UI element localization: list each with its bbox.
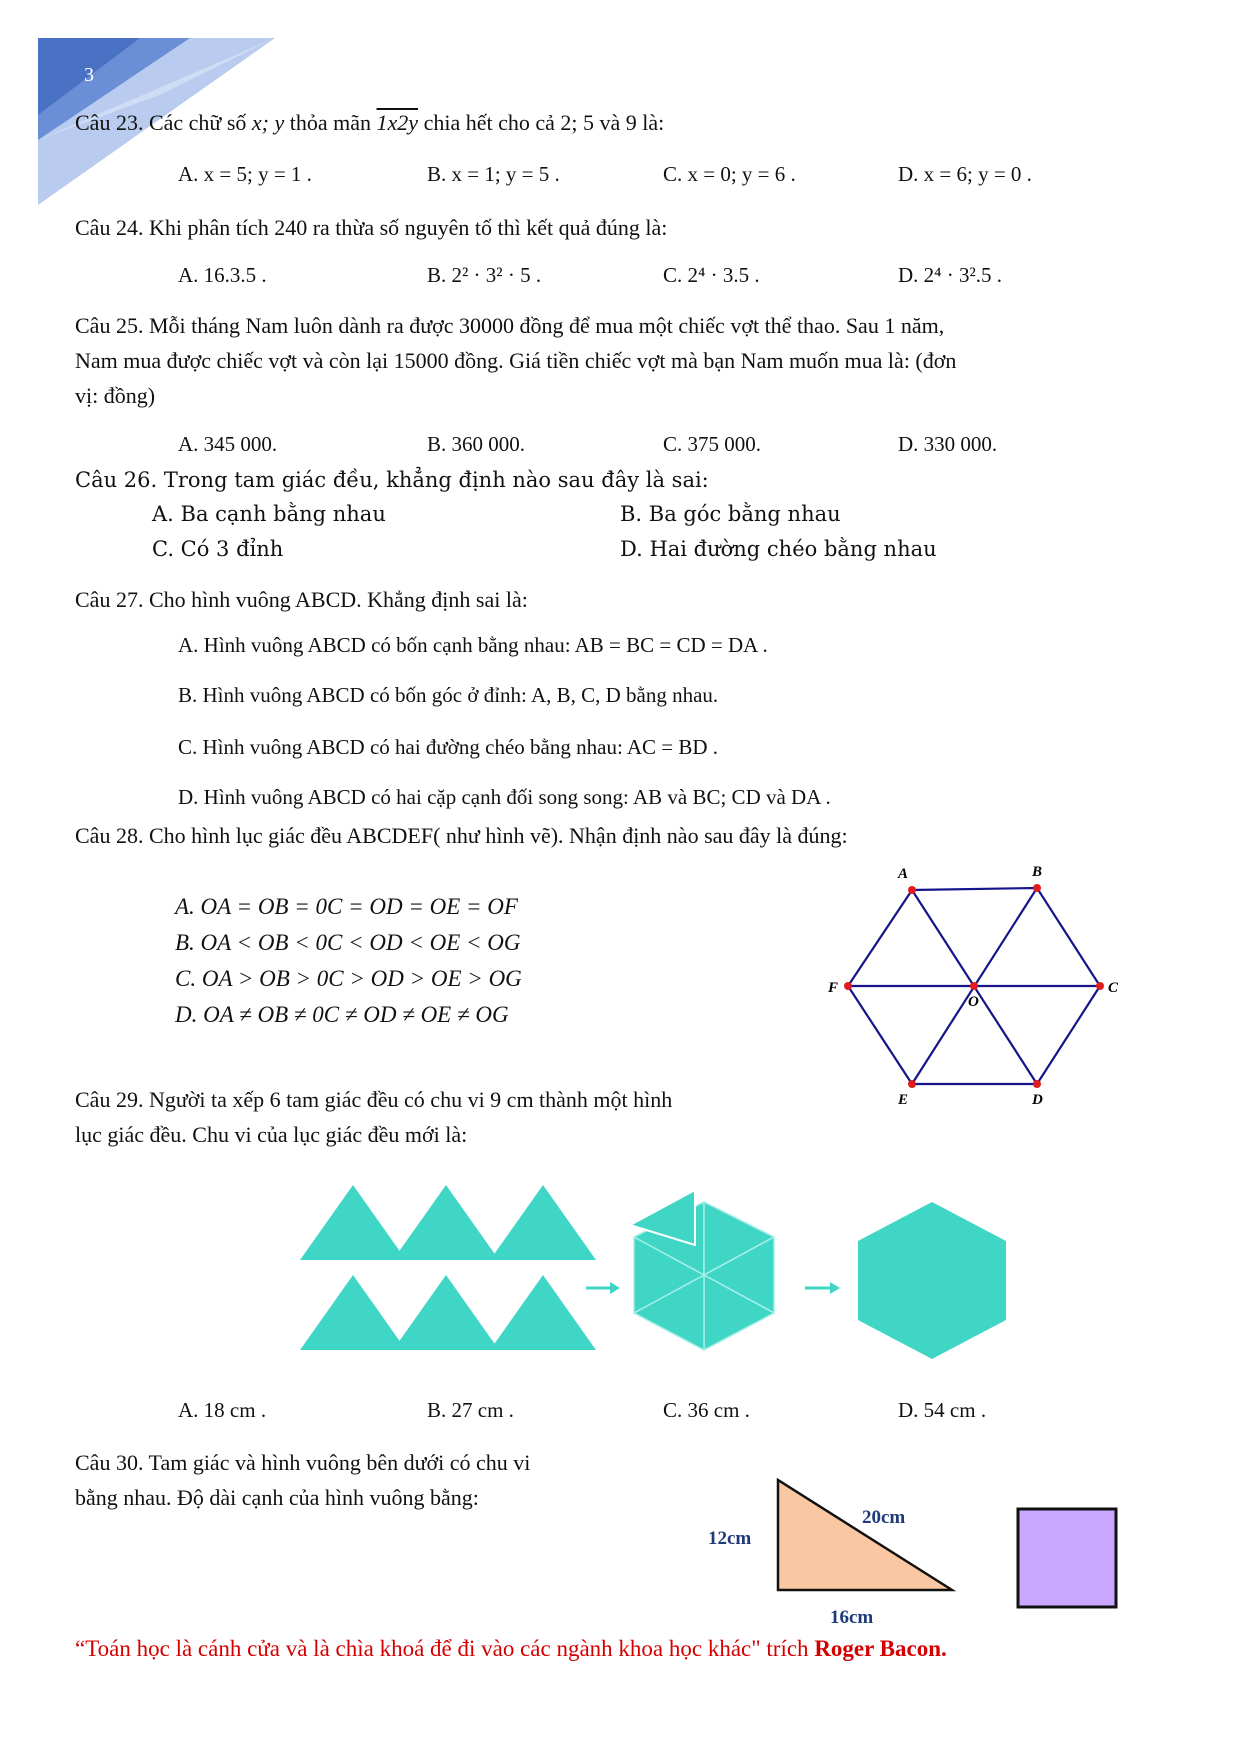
q29-option-a: A. 18 cm .: [178, 1398, 267, 1422]
q27-option-d: D. Hình vuông ABCD có hai cặp cạnh đối song song: AB và BC; CD và DA .: [178, 785, 831, 809]
point-f: [844, 982, 852, 990]
q25-option-d: D. 330 000.: [898, 432, 998, 456]
q29-option-d: D. 54 cm .: [898, 1398, 987, 1422]
q26-option-a: A. Ba cạnh bằng nhau: [152, 502, 386, 526]
label-e: E: [898, 1092, 909, 1108]
q27-stem: Câu 27. Cho hình vuông ABCD. Khẳng định sai là:: [75, 587, 528, 612]
q26-option-c: C. Có 3 đỉnh: [152, 537, 284, 561]
q26-stem: Câu 26. Trong tam giác đều, khẳng định nào sau đây là sai:: [75, 468, 709, 492]
label-f: F: [828, 980, 839, 996]
q30-line-1: Câu 30. Tam giác và hình vuông bên dưới có chu vi: [75, 1450, 531, 1475]
q28-stem: Câu 28. Cho hình lục giác đều ABCDEF( như hình vẽ). Nhận định nào sau đây là đúng:: [75, 823, 848, 848]
q29-option-b: B. 27 cm .: [427, 1398, 514, 1422]
label-b: B: [1032, 864, 1043, 880]
q23-option-c: C. x = 0; y = 6 .: [663, 162, 796, 186]
q24-option-b: B. 2² · 3² · 5 .: [427, 263, 542, 287]
q29-line-2: lục giác đều. Chu vi của lục giác đều mới là:: [75, 1122, 468, 1147]
q27-option-c: C. Hình vuông ABCD có hai đường chéo bằng nhau: AC = BD .: [178, 735, 719, 759]
q26-option-b: B. Ba góc bằng nhau: [620, 502, 841, 526]
triangle-square-figure: [700, 1478, 1130, 1638]
label-a: A: [898, 866, 909, 882]
q24-option-d: D. 2⁴ · 3².5 .: [898, 263, 1003, 287]
q27-option-b: B. Hình vuông ABCD có bốn góc ở đỉnh: A, B, C, D bằng nhau.: [178, 683, 719, 707]
label-c: C: [1108, 980, 1119, 996]
triangles-to-hexagon-figure: [300, 1165, 1030, 1365]
point-d: [1033, 1080, 1041, 1088]
q25-option-a: A. 345 000.: [178, 432, 278, 456]
q30-line-2: bằng nhau. Độ dài cạnh của hình vuông bằng:: [75, 1485, 479, 1510]
q24-option-a: A. 16.3.5 .: [178, 263, 267, 287]
q23-option-d: D. x = 6; y = 0 .: [898, 162, 1032, 186]
label-20cm: 20cm: [862, 1507, 906, 1528]
q25-line-2: Nam mua được chiếc vợt và còn lại 15000 đồng. Giá tiền chiếc vợt mà bạn Nam muốn mua là: (đơn: [75, 348, 957, 373]
point-o: [970, 982, 978, 990]
q28-option-b: B. OA < OB < 0C < OD < OE < OG: [175, 930, 521, 955]
point-c: [1096, 982, 1104, 990]
q29-line-1: Câu 29. Người ta xếp 6 tam giác đều có chu vi 9 cm thành một hình: [75, 1087, 673, 1112]
q24-option-c: C. 2⁴ · 3.5 .: [663, 263, 760, 287]
label-d: D: [1032, 1092, 1043, 1108]
q28-option-c: C. OA > OB > 0C > OD > OE > OG: [175, 966, 522, 991]
label-o: O: [968, 994, 979, 1010]
label-12cm: 12cm: [708, 1528, 752, 1549]
footer-quote: “Toán học là cánh cửa và là chìa khoá để đi vào các ngành khoa học khác" trích Roger Bacon.: [75, 1636, 947, 1661]
q28-option-d: D. OA ≠ OB ≠ 0C ≠ OD ≠ OE ≠ OG: [175, 1002, 509, 1027]
q23-option-b: B. x = 1; y = 5 .: [427, 162, 560, 186]
point-e: [908, 1080, 916, 1088]
point-b: [1033, 884, 1041, 892]
label-16cm: 16cm: [830, 1607, 874, 1628]
square: [1018, 1509, 1116, 1607]
q25-option-c: C. 375 000.: [663, 432, 762, 456]
hexagon-figure: [810, 860, 1130, 1110]
q25-line-3: vị: đồng): [75, 383, 156, 408]
q27-option-a: A. Hình vuông ABCD có bốn cạnh bằng nhau: AB = BC = CD = DA .: [178, 633, 768, 657]
q23-stem: Câu 23. Các chữ số x; y thỏa mãn 1x2y chia hết cho cả 2; 5 và 9 là:: [75, 110, 665, 135]
page-number: 3: [84, 64, 94, 86]
point-a: [908, 886, 916, 894]
quote-author: Roger Bacon.: [814, 1636, 947, 1661]
q29-option-c: C. 36 cm .: [663, 1398, 750, 1422]
q23-option-a: A. x = 5; y = 1 .: [178, 162, 312, 186]
q28-option-a: A. OA = OB = 0C = OD = OE = OF: [175, 894, 518, 919]
q26-option-d: D. Hai đường chéo bằng nhau: [620, 537, 937, 561]
q25-line-1: Câu 25. Mỗi tháng Nam luôn dành ra được 30000 đồng để mua một chiếc vợt thể thao. Sau 1 năm,: [75, 313, 945, 338]
q25-option-b: B. 360 000.: [427, 432, 526, 456]
q24-stem: Câu 24. Khi phân tích 240 ra thừa số nguyên tố thì kết quả đúng là:: [75, 215, 668, 240]
right-triangle: [778, 1480, 952, 1590]
